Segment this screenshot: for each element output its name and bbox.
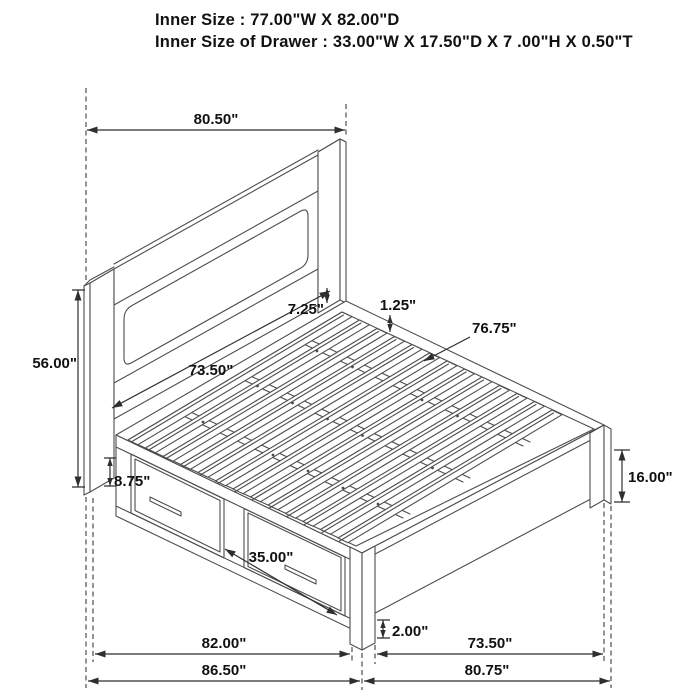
headboard-left-post-side <box>84 283 90 495</box>
dim-label-slat-thickness: 1.25" <box>379 297 417 314</box>
inner-size-text: Inner Size : 77.00"W X 82.00"D <box>155 11 400 29</box>
dim-label-footboard-side-length: 73.50" <box>467 635 513 652</box>
dim-label-floor-clearance: 2.00" <box>392 623 429 640</box>
drawer-inner-size-text: Inner Size of Drawer : 33.00"W X 17.50"D X 7 .00"H X 0.50"T <box>155 33 633 51</box>
headboard-right-post-side <box>340 139 346 303</box>
dim-label-headboard-inner-width: 73.50" <box>188 362 234 379</box>
corner-leg-right-face <box>362 546 375 650</box>
dim-label-drawer-height: 8.75" <box>114 473 151 490</box>
dim-label-side-rail-length: 82.00" <box>201 635 247 652</box>
dim-label-overall-length-left: 86.50" <box>201 662 247 679</box>
spec-header <box>155 11 633 51</box>
dim-label-headboard-width: 80.50" <box>193 111 239 128</box>
dim-label-footboard-height: 16.00" <box>628 469 673 486</box>
dim-label-overall-length-right: 80.75" <box>464 662 510 679</box>
right-leg-front <box>590 425 604 508</box>
dim-label-slat-length: 76.75" <box>472 320 517 337</box>
dim-label-headboard-gap: 7.25" <box>287 301 324 318</box>
corner-leg-left-face <box>350 547 362 650</box>
dim-label-headboard-height: 56.00" <box>32 355 77 372</box>
dim-label-drawer-width: 35.00" <box>248 549 294 566</box>
headboard-right-post <box>318 139 340 313</box>
headboard-top-rail <box>114 155 318 305</box>
right-leg-side <box>604 425 611 504</box>
